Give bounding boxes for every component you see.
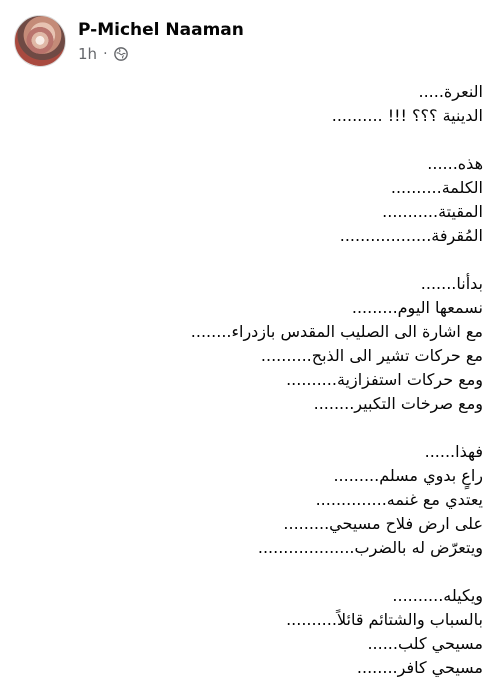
post-line-17: ويتعرّض له بالضرب...................: [257, 538, 483, 557]
post-line-9: مع اشارة الى الصليب المقدس بازدراء........: [190, 322, 483, 341]
post-line-18: ويكيله..........: [392, 586, 483, 605]
post-content: [18, 80, 483, 680]
author-meta: [78, 19, 244, 63]
post-blank-line-4: [18, 560, 483, 584]
post-meta-line: [78, 45, 244, 63]
author-avatar[interactable]: [14, 15, 66, 67]
post-line-15: يعتدي مع غنمه..............: [315, 490, 483, 509]
post-line-1: النعرة.....: [418, 82, 483, 101]
post-line-2: الدينية ؟؟؟ !!! ..........: [331, 106, 483, 125]
post-line-8: نسمعها اليوم.........: [351, 298, 483, 317]
post-line-21: مسيحي كافر........: [356, 658, 483, 677]
post-line-11: ومع حركات استفزازية..........: [286, 370, 483, 389]
post-header: [14, 14, 244, 68]
globe-icon: [114, 47, 128, 61]
post-line-5: المقيتة...........: [382, 202, 483, 221]
post-line-14: راعٍ بدوي مسلم.........: [333, 466, 483, 485]
post-blank-line-1: [18, 128, 483, 152]
post-line-13: فهذا......: [424, 442, 483, 461]
post-line-19: بالسباب والشتائم قائلاً..........: [286, 610, 483, 629]
author-name[interactable]: P-Michel Naaman: [78, 20, 244, 40]
post-line-20: مسيحي كلب......: [367, 634, 483, 653]
post-line-7: بدأنا.......: [420, 274, 483, 293]
post-blank-line-3: [18, 416, 483, 440]
post-line-10: مع حركات تشير الى الذبح..........: [260, 346, 483, 365]
post-line-6: المُقرفة..................: [339, 226, 483, 245]
meta-separator: ·: [103, 46, 108, 62]
post-line-16: على ارض فلاح مسيحي.........: [283, 514, 483, 533]
post-line-3: هذه......: [427, 154, 483, 173]
post-timestamp[interactable]: 1h: [78, 45, 98, 63]
post-blank-line-2: [18, 248, 483, 272]
post-line-12: ومع صرخات التكبير........: [313, 394, 483, 413]
post-line-4: الكلمة..........: [390, 178, 483, 197]
